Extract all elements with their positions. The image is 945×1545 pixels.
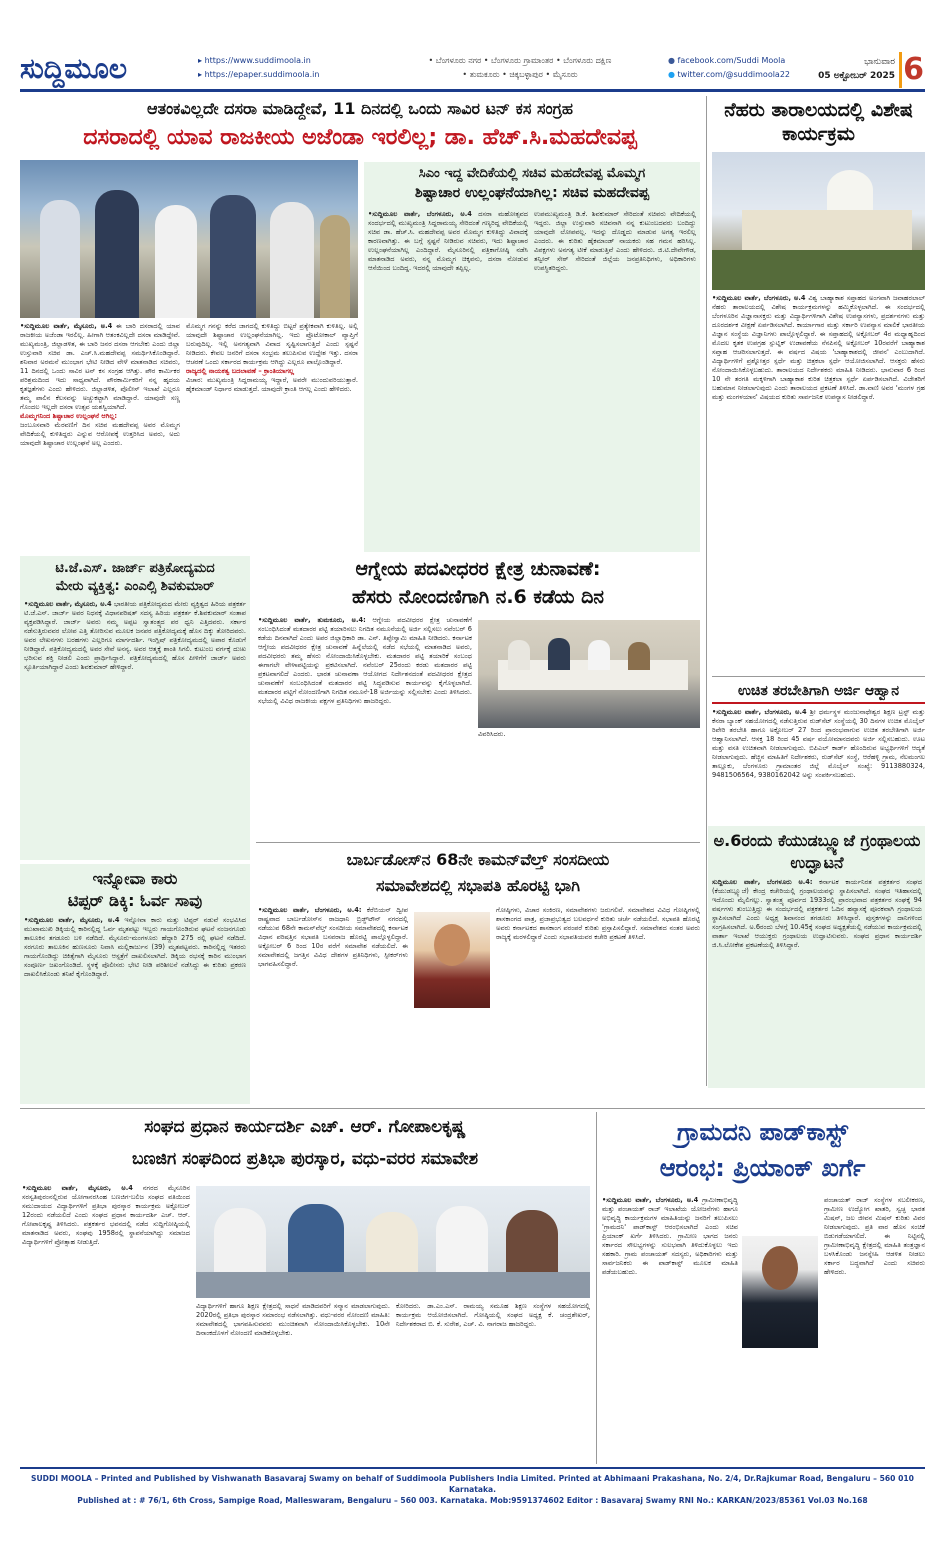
lead-headline: ದಸರಾದಲ್ಲಿ ಯಾವ ರಾಜಕೀಯ ಅಜೆಂಡಾ ಇರಲಿಲ್ಲ; ಡಾ. ಹೆಚ್.ಸಿ.ಮಹದೇವಪ್ಪ [20,122,700,154]
training-headline: ಉಚಿತ ತರಬೇತಿಗಾಗಿ ಅರ್ಜಿ ಆಹ್ವಾನ [712,680,925,704]
epaper-link[interactable]: ▸ https://epaper.suddimoola.in [198,70,320,79]
issue-date: ಭಾನುವಾರ 05 ಅಕ್ಟೋಬರ್ 2025 [818,57,895,81]
nehru-body: •ಸುದ್ದಿಮೂಲ ವಾರ್ತೆ, ಬೆಂಗಳೂರು, ಅ.4 ವಿಶ್ವ ಬಾಹ್ಯಾಕಾಶ ಸಪ್ತಾಹದ ಅಂಗವಾಗಿ ಜವಾಹರಲಾಲ್ ನೆಹರು ತಾರಾಲಯದಲ್ಲಿ ವಿಶೇಷ ಕಾರ್ಯಕ್ರಮಗಳನ್ನು ಹಮ್ಮಿಕೊಳ್ಳಲಾಗಿದೆ. ಈ ಸಂದರ್ಭದಲ್ಲಿ ಬೆಂಗಳೂರಿನ ವಿಜ್ಞಾನಾಸಕ್ತರು ಮತ್ತು ವಿದ್ಯಾರ್ಥಿಗಳಿಗಾಗಿ ವಿಶೇಷ ಉಪನ್ಯಾಸಗಳು, ಪ್ರದರ್ಶನಗಳು ಮತ್ತು ದೂರದರ್ಶಕ ವೀಕ್ಷಣೆ ಏರ್ಪಡಿಸಲಾಗಿದೆ. ಕಾರ್ಯಾಗಾರ ಮತ್ತು ಸರ್ಕಾರಿ ಉಪನ್ಯಾಸ ಮಾಲಿಕೆ ಭಾರತೀಯ ವಿಜ್ಞಾನ ಸಂಸ್ಥೆಯ ವಿಜ್ಞಾನಿಗಳು ಪಾಲ್ಗೊಳ್ಳಲಿದ್ದಾರೆ. ಈ ಸಪ್ತಾಹದಲ್ಲಿ ಅಕ್ಟೋಬರ್ 4ರ ಮಧ್ಯಾಹ್ನದಿಂದ ಮೊದಲ ಕೃತಕ ಉಪಗ್ರಹ ಸ್ಪುಟ್ನಿಕ್ ಉಡಾವಣೆಯ ನೆನಪಿನಲ್ಲಿ ಅಕ್ಟೋಬರ್ 10ರವರೆಗೆ ಬಾಹ್ಯಾಕಾಶ ಸಪ್ತಾಹ ಆಚರಿಸಲಾಗುತ್ತದೆ. ಈ ವರ್ಷದ ವಿಷಯ 'ಬಾಹ್ಯಾಕಾಶದಲ್ಲಿ ಜೀವನ' ಎಂಬುದಾಗಿದೆ. ವಿದ್ಯಾರ್ಥಿಗಳಿಗೆ ಪ್ರಶ್ನೋತ್ತರ ಸ್ಪರ್ಧೆ ಮತ್ತು ಚಿತ್ರಕಲಾ ಸ್ಪರ್ಧೆ ಆಯೋಜಿಸಲಾಗಿದೆ. ಆಸಕ್ತರು ಹೆಸರು ನೋಂದಾಯಿಸಿಕೊಳ್ಳಬಹುದು. ತಾರಾಲಯದ ನಿರ್ದೇಶಕರು ಮಾಹಿತಿ ನೀಡಿದರು. ಭಾನುವಾರ 6 ರಿಂದ 10 ನೇ ತರಗತಿ ಮಕ್ಕಳಿಗಾಗಿ ಬಾಹ್ಯಾಕಾಶ ಕುರಿತ ಚಿತ್ರಕಲಾ ಸ್ಪರ್ಧೆ ಏರ್ಪಡಿಸಲಾಗಿದೆ. ವಿಜೇತರಿಗೆ ಬಹುಮಾನ ನೀಡಲಾಗುವುದು ಎಂದು ತಾರಾಲಯದ ಪ್ರಕಟಣೆ ತಿಳಿಸಿದೆ. ಡಾ.ವಾಣಿ ಅವರ 'ಮಂಗಳ ಗ್ರಹ ಮತ್ತು ಮಂಗಳಯಾನ' ವಿಷಯದ ಕುರಿತು ಸಾರ್ವಜನಿಕ ಉಪನ್ಯಾಸ ನೀಡಲಿದ್ದಾರೆ. [712,294,925,401]
twitter-link[interactable]: ● twitter.com/@suddimoola22 [668,70,791,79]
column-rule [706,96,707,1086]
planetarium-photo [712,152,925,290]
george-body: •ಸುದ್ದಿಮೂಲ ವಾರ್ತೆ, ಮೈಸೂರು, ಅ.4 ಭಾರತೀಯ ಪತ್ರಿಕೋದ್ಯಮದ ಮೇರು ವ್ಯಕ್ತಿತ್ವದ ಹಿರಿಯ ಪತ್ರಕರ್ತ ಟಿ.ಜೆ.ಎಸ್. ಜಾರ್ಜ್ ಅವರ ನಿಧನಕ್ಕೆ ವಿಧಾನಪರಿಷತ್ ಸದಸ್ಯ ಹಿರಿಯ ಪತ್ರಕರ್ತ ಕೆ.ಶಿವಕುಮಾರ್ ಸಂತಾಪ ವ್ಯಕ್ತಪಡಿಸಿದ್ದಾರೆ. ಜಾರ್ಜ್ ಅವರು ನಮ್ಮ ಅಪ್ಪಟ ಸ್ವಾತಂತ್ರ್ಯದ ಪರ ಧ್ವನಿ ಎತ್ತಿದವರು. ಸರ್ಕಾರ ನಡೆಸುತ್ತಿರುವವರ ಲೋಪ ಎತ್ತಿ ತೋರಿಸುವ ಮೂಲಕ ಜನಪರ ಪತ್ರಿಕೋದ್ಯಮಕ್ಕೆ ಹೊಸ ದಿಕ್ಕು ತೋರಿದವರು. ಅವರ ಲೇಖನಗಳು ಬರಹಗಳು ಎಲ್ಲರಿಗೂ ಮಾರ್ಗದರ್ಶಿ. ಇಂಗ್ಲಿಷ್ ಪತ್ರಿಕೋದ್ಯಮದಲ್ಲಿ ಅಪಾರ ಕೊಡುಗೆ ನೀಡಿದ್ದಾರೆ. ಪತ್ರಿಕೋದ್ಯಮದಲ್ಲಿ ಅವರ ಸೇವೆ ಅನನ್ಯ. ಅವರ ಆತ್ಮಕ್ಕೆ ಶಾಂತಿ ಸಿಗಲಿ. ಕುಟುಂಬ ವರ್ಗಕ್ಕೆ ದುಃಖ ಭರಿಸುವ ಶಕ್ತಿ ನೀಡಲಿ ಎಂದು ಪ್ರಾರ್ಥಿಸಿದ್ದಾರೆ. ಪತ್ರಿಕೋದ್ಯಮದಲ್ಲಿ ಹೊಸ ಪೀಳಿಗೆಗೆ ಜಾರ್ಜ್ ಅವರು ಸ್ಫೂರ್ತಿಯಾಗಿದ್ದಾರೆ ಎಂದು ಶಿವಕುಮಾರ್ ಹೇಳಿದ್ದಾರೆ. [24,600,246,671]
gopala-headline-1: ಸಂಘದ ಪ್ರಧಾನ ಕಾರ್ಯದರ್ಶಿ ಎಚ್. ಆರ್. ಗೋಪಾಲಕೃಷ್ಣ [144,1117,466,1137]
imprint-footer: SUDDI MOOLA – Printed and Published by Vishwanath Basavaraj Swamy on behalf of Suddimoola Publishers India Limited. Printed at Abhimaani Prakashana, No. 2/4, Dr.Rajkumar Road, Bengaluru – 560 010 Karnataka. Published at : # 76/1, 6th Cross, Sampige Road, Malleswaram, Bengaluru – 560 003. Karnataka. Mob:9591374602 Editor : Basavaraj Swamy RNI No.: KARKAN/2023/85361 Vol.03 No.168 [20,1467,925,1506]
divider [20,1108,925,1109]
masthead [20,52,925,92]
divider [256,842,700,843]
gopala-body-col2: ವಿದ್ಯಾರ್ಥಿಗಳಿಗೆ ಹಾಗೂ ಶಿಕ್ಷಣ ಕ್ಷೇತ್ರದಲ್ಲಿ ಸಾಧನೆ ಮಾಡಿದವರಿಗೆ ಸನ್ಮಾನ ಮಾಡಲಾಗುವುದು. 2020ರಲ್ಲಿ ಪ್ರತಿಭಾ ಪುರಸ್ಕಾರ ಸಮಾರಂಭ ನಡೆಸಲಾಗಿತ್ತು. ವಧು-ವರರ ನೋಂದಣಿ ಮಾಹಿತಿ: ಸಮಾವೇಶದಲ್ಲಿ ಭಾಗವಹಿಸುವವರು ಮುಂಚಿತವಾಗಿ ನೋಂದಾಯಿಸಿಕೊಳ್ಳಬೇಕು. 10ನೇ ದಿನಾಂಕದೊಳಗೆ ನೋಂದಣಿ ಮಾಡಿಕೊಳ್ಳಬೇಕು. [196,1302,390,1337]
lead-photo [20,160,358,318]
george-kicker: ಟಿ.ಜೆ.ಎಸ್. ಜಾರ್ಜ್ ಪತ್ರಿಕೋದ್ಯಮದ [55,561,215,576]
election-headline-2: ಹೆಸರು ನೋಂದಣಿಗಾಗಿ ನ.6 ಕಡೆಯ ದಿನ [351,586,604,608]
podcast-body-col2: ಪಂಚಾಯತ್ ರಾಜ್ ಸಂಸ್ಥೆಗಳ ಸಬಲೀಕರಣ, ಗ್ರಾಮೀಣ ಉದ್ಯೋಗ ಖಾತರಿ, ಸ್ವಚ್ಛ ಭಾರತ ಮಿಷನ್, ಜಲ ಜೀವನ ಮಿಷನ್ ಕುರಿತು ವಿವರ ನೀಡಲಾಗುವುದು. ಪ್ರತಿ ವಾರ ಹೊಸ ಸಂಚಿಕೆ ಬಿಡುಗಡೆಯಾಗಲಿದೆ. ಈ ನಿಟ್ಟಿನಲ್ಲಿ ಗ್ರಾಮೀಣಾಭಿವೃದ್ಧಿ ಕ್ಷೇತ್ರದಲ್ಲಿ ಮಾಹಿತಿ ತಂತ್ರಜ್ಞಾನ ಬಳಸಿಕೊಂಡು ಜನಸ್ನೇಹಿ ಆಡಳಿತ ನೀಡಲು ಸರ್ಕಾರ ಬದ್ಧವಾಗಿದೆ ಎಂದು ಸಚಿವರು ಹೇಳಿದರು. [824,1196,925,1276]
website-link[interactable]: ▸ https://www.suddimoola.in [198,56,311,65]
podcast-headline-2: ಆರಂಭ: ಪ್ರಿಯಾಂಕ್ ಖರ್ಗೆ [659,1154,866,1182]
lead-kicker: ಆತಂಕವಿಲ್ಲದೇ ದಸರಾ ಮಾಡಿದ್ದೇವೆ, 11 ದಿನದಲ್ಲಿ ಒಂದು ಸಾವಿರ ಟನ್ ಕಸ ಸಂಗ್ರಹ [147,99,573,118]
election-headline-1: ಆಗ್ನೇಯ ಪದವೀಧರರ ಕ್ಷೇತ್ರ ಚುನಾವಣೆ: [355,558,601,580]
sidebar-kicker: ಸಿಎಂ ಇದ್ದ ವೇದಿಕೆಯಲ್ಲಿ ಸಚಿವ ಮಹದೇವಪ್ಪ ಮೊಮ್ಮಗ [418,166,646,181]
barbados-body-col2: ಗೋಷ್ಠಿಗಳು, ವಿಚಾರ ಸಂಕಿರಣ, ಸಮಾವೇಶಗಳು ಜರುಗಲಿವೆ. ಸಮಾವೇಶದ ವಿವಿಧ ಗೋಷ್ಠಿಗಳಲ್ಲಿ ಶಾಸಕಾಂಗದ ಪಾತ್ರ, ಪ್ರಜಾಪ್ರಭುತ್ವದ ಬಲವರ್ಧನೆ ಕುರಿತು ಚರ್ಚೆ ನಡೆಯಲಿದೆ. ಸಭಾಪತಿ ಹೊರಟ್ಟಿ ಅವರು ಕರ್ನಾಟಕದ ಶಾಸಕಾಂಗ ಪರಂಪರೆ ಕುರಿತು ಪ್ರಸ್ತಾಪಿಸಲಿದ್ದಾರೆ. ಸಮಾವೇಶದ ನಂತರ ಅವರು ರಾಜ್ಯಕ್ಕೆ ಮರಳಲಿದ್ದಾರೆ ಎಂದು ಸಭಾಪತಿಯವರ ಕಚೇರಿ ಪ್ರಕಟಣೆ ತಿಳಿಸಿದೆ. [496,906,700,941]
twitter-icon: ● [668,70,675,79]
podcast-headline-1: ಗ್ರಾಮದನಿ ಪಾಡ್‌ಕಾಸ್ಟ್ [677,1118,848,1146]
george-headline: ಮೇರು ವ್ಯಕ್ತಿತ್ವ: ಎಂಎಲ್ಸಿ ಶಿವಕುಮಾರ್ [55,579,215,594]
gopala-headline-2: ಬಣಜಿಗ ಸಂಘದಿಂದ ಪ್ರತಿಭಾ ಪುರಸ್ಕಾರ, ವಧು-ವರರ ಸಮಾವೇಶ [131,1149,479,1169]
innova-body: •ಸುದ್ದಿಮೂಲ ವಾರ್ತೆ, ಮೈಸೂರು, ಅ.4 ಇನ್ನೋವಾ ಕಾರು ಮತ್ತು ಟಿಪ್ಪರ್ ನಡುವೆ ಸಂಭವಿಸಿದ ಮುಖಾಮುಖಿ ಡಿಕ್ಕಿಯಲ್ಲಿ ಕಾರಿನಲ್ಲಿದ್ದ ಓರ್ವ ಮೃತಪಟ್ಟು ಇಬ್ಬರು ಗಾಯಗೊಂಡಿರುವ ಘಟನೆ ನಂಜನಗೂಡು ತಾಲೂಕಿನ ತಗಡೂರು ಬಳಿ ನಡೆದಿದೆ. ಮೈಸೂರು-ಮಂಗಳೂರು ಹೆದ್ದಾರಿ 275 ರಲ್ಲಿ ಘಟನೆ ನಡೆದಿದೆ. ಸರಗೂರು ತಾಲೂಕಿನ ಹುಣಸೂರು ನಿವಾಸಿ ಮಲ್ಲಿಕಾರ್ಜುನ (39) ಮೃತಪಟ್ಟವರು. ಕಾರಿನಲ್ಲಿದ್ದ ಇತರರು ಗಾಯಗೊಂಡಿದ್ದು ಚಿಕಿತ್ಸೆಗಾಗಿ ಮೈಸೂರು ಆಸ್ಪತ್ರೆಗೆ ದಾಖಲಿಸಲಾಗಿದೆ. ಡಿಕ್ಕಿಯ ರಭಸಕ್ಕೆ ಕಾರಿನ ಮುಂಭಾಗ ಸಂಪೂರ್ಣ ಜಖಂಗೊಂಡಿದೆ. ಸ್ಥಳಕ್ಕೆ ಪೊಲೀಸರು ಭೇಟಿ ನೀಡಿ ಪರಿಶೀಲನೆ ನಡೆಸಿದ್ದು ಈ ಕುರಿತು ಪ್ರಕರಣ ದಾಖಲಿಸಿಕೊಂಡು ತನಿಖೆ ಕೈಗೊಂಡಿದ್ದಾರೆ. [24,916,246,978]
newspaper-logo: ಸುದ್ದಿಮೂಲ [20,52,128,85]
social-links [668,54,818,82]
innova-headline-2: ಟಿಪ್ಪರ್ ಡಿಕ್ಕಿ: ಓರ್ವ ಸಾವು [67,891,203,910]
gopala-photo [196,1186,590,1298]
podcast-body-col1: •ಸುದ್ದಿಮೂಲ ವಾರ್ತೆ, ಬೆಂಗಳೂರು, ಅ.4 ಗ್ರಾಮೀಣಾಭಿವೃದ್ಧಿ ಮತ್ತು ಪಂಚಾಯತ್ ರಾಜ್ ಇಲಾಖೆಯ ಯೋಜನೆಗಳು ಹಾಗೂ ಅಭಿವೃದ್ಧಿ ಕಾರ್ಯಕ್ರಮಗಳ ಮಾಹಿತಿಯನ್ನು ಜನರಿಗೆ ತಲುಪಿಸಲು 'ಗ್ರಾಮದನಿ' ಪಾಡ್‌ಕಾಸ್ಟ್ ಆರಂಭಿಸಲಾಗಿದೆ ಎಂದು ಸಚಿವ ಪ್ರಿಯಾಂಕ್ ಖರ್ಗೆ ತಿಳಿಸಿದರು. ಗ್ರಾಮೀಣ ಭಾಗದ ಜನರು ಸರ್ಕಾರದ ಸೌಲಭ್ಯಗಳನ್ನು ಸುಲಭವಾಗಿ ತಿಳಿದುಕೊಳ್ಳಲು ಇದು ಸಹಕಾರಿ. ಗ್ರಾಮ ಪಂಚಾಯತ್ ಸದಸ್ಯರು, ಅಧಿಕಾರಿಗಳು ಮತ್ತು ಸಾರ್ವಜನಿಕರು ಈ ಪಾಡ್‌ಕಾಸ್ಟ್ ಮೂಲಕ ಮಾಹಿತಿ ಪಡೆಯಬಹುದು. [602,1196,738,1276]
election-photo [478,620,700,728]
barbados-headline-1: ಬಾರ್ಬಡೋಸ್‌ನ 68ನೇ ಕಾಮನ್‌ವೆಲ್ತ್ ಸಂಸದೀಯ [346,850,610,869]
kharge-photo [742,1236,818,1348]
sidebar-body-col1: •ಸುದ್ದಿಮೂಲ ವಾರ್ತೆ, ಬೆಂಗಳೂರು, ಅ.4 ದಸರಾ ಮಹೋತ್ಸವದ ಸಂದರ್ಭದಲ್ಲಿ ಮುಖ್ಯಮಂತ್ರಿ ಸಿದ್ದರಾಮಯ್ಯ ಸೇರಿದಂತೆ ಗಣ್ಯರಿದ್ದ ವೇದಿಕೆಯಲ್ಲಿ ಸಚಿವ ಡಾ. ಹೆಚ್.ಸಿ. ಮಹದೇವಪ್ಪ ಅವರ ಮೊಮ್ಮಗ ಕುಳಿತಿದ್ದು ವಿವಾದಕ್ಕೆ ಕಾರಣವಾಗಿತ್ತು. ಈ ಬಗ್ಗೆ ಸ್ಪಷ್ಟನೆ ನೀಡಿರುವ ಸಚಿವರು, ಇದು ಶಿಷ್ಟಾಚಾರ ಉಲ್ಲಂಘನೆಯಾಗಿಲ್ಲ ಎಂದಿದ್ದಾರೆ. ಮೈಸೂರಿನಲ್ಲಿ ಪತ್ರಿಕಾಗೋಷ್ಠಿ ನಡೆಸಿ ಮಾತನಾಡಿದ ಅವರು, ನನ್ನ ಮೊಮ್ಮಗ ಚಿಕ್ಕವನು, ದಸರಾ ನೋಡುವ ಆಸೆಯಿಂದ ಬಂದಿದ್ದ. ಇದರಲ್ಲಿ ಯಾವುದೇ ತಪ್ಪಿಲ್ಲ. [368,210,528,272]
nehru-headline: ನೆಹರು ತಾರಾಲಯದಲ್ಲಿ ವಿಶೇಷ ಕಾರ್ಯಕ್ರಮ [724,99,913,145]
barbados-body-col1: •ಸುದ್ದಿಮೂಲ ವಾರ್ತೆ, ಬೆಂಗಳೂರು, ಅ.4: ಕೆರೆಬಿಯನ್ ದ್ವೀಪ ರಾಷ್ಟ್ರವಾದ ಬಾರ್ಬಡೋಸ್‌ನ ರಾಜಧಾನಿ ಬ್ರಿಡ್ಜ್‌ಟೌನ್ ನಗರದಲ್ಲಿ ನಡೆಯುವ 68ನೇ ಕಾಮನ್‌ವೆಲ್ತ್ ಸಂಸದೀಯ ಸಮಾವೇಶದಲ್ಲಿ ಕರ್ನಾಟಕ ವಿಧಾನ ಪರಿಷತ್ತಿನ ಸಭಾಪತಿ ಬಸವರಾಜ ಹೊರಟ್ಟಿ ಪಾಲ್ಗೊಳ್ಳಲಿದ್ದಾರೆ. ಅಕ್ಟೋಬರ್ 6 ರಿಂದ 10ರ ವರೆಗೆ ಸಮಾವೇಶ ನಡೆಯಲಿದೆ. ಈ ಸಮಾವೇಶದಲ್ಲಿ ಜಗತ್ತಿನ ವಿವಿಧ ದೇಶಗಳ ಪ್ರತಿನಿಧಿಗಳು, ಸ್ಪೀಕರ್‌ಗಳು ಭಾಗವಹಿಸಲಿದ್ದಾರೆ. [258,906,408,968]
sidebar-body-col2: ಉಪಮುಖ್ಯಮಂತ್ರಿ ಡಿ.ಕೆ. ಶಿವಕುಮಾರ್ ಸೇರಿದಂತೆ ಸಚಿವರು ವೇದಿಕೆಯಲ್ಲಿ ಇದ್ದರು. ಜಿಲ್ಲಾ ಉಸ್ತುವಾರಿ ಸಚಿವನಾಗಿ ನನ್ನ ಕುಟುಂಬದವರು ಬಂದಿದ್ದು ಯಾವುದೇ ಲೋಪವಲ್ಲ. ಇದನ್ನು ದೊಡ್ಡದು ಮಾಡುವ ಅಗತ್ಯ ಇರಲಿಲ್ಲ ಎಂದರು. ಈ ಕುರಿತು ಹೈಕಮಾಂಡ್ ನಾಯಕರು ಸಹ ಗಮನ ಹರಿಸಿಲ್ಲ. ವಿಪಕ್ಷಗಳು ಅನಗತ್ಯ ಟೀಕೆ ಮಾಡುತ್ತಿವೆ ಎಂದು ಹೇಳಿದರು. ಜಿ.ಟಿ.ದೇವೇಗೌಡ, ತನ್ವೀರ್ ಸೇಠ್ ಸೇರಿದಂತೆ ಜಿಲ್ಲೆಯ ಜನಪ್ರತಿನಿಧಿಗಳು, ಅಧಿಕಾರಿಗಳು ಉಪಸ್ಥಿತರಿದ್ದರು. [534,210,696,272]
divider [712,676,925,677]
gopala-body-col3: ಕೋರಿದರು. ಡಾ.ಎಂ.ಎಸ್. ರಾಮಯ್ಯ ಸಮೂಹ ಶಿಕ್ಷಣ ಸಂಸ್ಥೆಗಳ ಸಹಯೋಗದಲ್ಲಿ ಕಾರ್ಯಕ್ರಮ ಆಯೋಜಿಸಲಾಗಿದೆ. ಗೋಷ್ಠಿಯಲ್ಲಿ ಸಂಘದ ಅಧ್ಯಕ್ಷ ಕೆ. ಚಂದ್ರಶೇಖರ್, ನಿರ್ದೇಶಕರಾದ ಬಿ. ಕೆ. ಸುರೇಶ, ಎಚ್. ವಿ. ನಾಗರಾಜ ಹಾಜರಿದ್ದರು. [396,1302,590,1328]
web-links [198,54,368,82]
library-headline: ಅ.6ರಂದು ಕೆಯುಡಬ್ಲ್ಯೂಜೆ ಗ್ರಂಥಾಲಯ ಉದ್ಘಾಟನೆ [713,831,921,872]
library-body: ಸುದ್ದಿಮೂಲ ವಾರ್ತೆ, ಬೆಂಗಳೂರು ಅ.4: ಕರ್ನಾಟಕ ಕಾರ್ಯನಿರತ ಪತ್ರಕರ್ತರ ಸಂಘದ (ಕೆಯುಡಬ್ಲ್ಯೂಜೆ) ಕೇಂದ್ರ ಕಚೇರಿಯಲ್ಲಿ ಗ್ರಂಥಾಲಯವನ್ನು ಸ್ಥಾಪಿಸಲಾಗಿದೆ. ಸಂಘದ ಇತಿಹಾಸದಲ್ಲಿ ಇದೊಂದು ಮೈಲಿಗಲ್ಲು. ಸ್ವಾತಂತ್ರ್ಯ ಪೂರ್ವದ 1933ರಲ್ಲಿ ಪ್ರಾರಂಭವಾದ ಪತ್ರಕರ್ತರ ಸಂಘಕ್ಕೆ 94 ವರ್ಷಗಳು ತುಂಬುತ್ತಿದ್ದು ಈ ಸಂದರ್ಭದಲ್ಲಿ ಪತ್ರಕರ್ತರ ಓದಿನ ಹವ್ಯಾಸಕ್ಕೆ ಪೂರಕವಾಗಿ ಗ್ರಂಥಾಲಯ ಸ್ಥಾಪಿಸಲಾಗಿದೆ ಎಂದು ಅಧ್ಯಕ್ಷ ಶಿವಾನಂದ ತಗಡೂರು ತಿಳಿಸಿದ್ದಾರೆ. ಪುಸ್ತಕಗಳನ್ನು ದಾನಿಗಳಿಂದ ಸಂಗ್ರಹಿಸಲಾಗಿದೆ. ಅ.6ರಂದು ಬೆಳಗ್ಗೆ 10.45ಕ್ಕೆ ಸಂಘದ ಅಧ್ಯಕ್ಷತೆಯಲ್ಲಿ ನಡೆಯುವ ಕಾರ್ಯಕ್ರಮದಲ್ಲಿ ವಾರ್ತಾ ಇಲಾಖೆ ಆಯುಕ್ತರು ಗ್ರಂಥಾಲಯ ಉದ್ಘಾಟಿಸುವರು. ಸಂಘದ ಪ್ರಧಾನ ಕಾರ್ಯದರ್ಶಿ ಜಿ.ಸಿ.ಲೋಕೇಶ ಪ್ರಕಟಣೆಯಲ್ಲಿ ತಿಳಿಸಿದ್ದಾರೆ. [712,878,922,949]
facebook-icon: ● [668,56,675,65]
column-rule [596,1112,597,1464]
facebook-link[interactable]: ● facebook.com/Suddi Moola [668,56,786,65]
edition-cities: • ಬೆಂಗಳೂರು ನಗರ • ಬೆಂಗಳೂರು ಗ್ರಾಮಾಂತರ • ಬೆಂಗಳೂರು ದಕ್ಷಿಣ • ತುಮಕೂರು • ಚಿಕ್ಕಬಳ್ಳಾಪುರ • ಮೈಸೂರು [428,56,612,79]
election-body-col1: •ಸುದ್ದಿಮೂಲ ವಾರ್ತೆ, ತುಮಕೂರು, ಅ.4: ಆಗ್ನೇಯ ಪದವೀಧರರ ಕ್ಷೇತ್ರ ಚುನಾವಣೆಗೆ ಸಂಬಂಧಿಸಿದಂತೆ ಮತದಾರರ ಪಟ್ಟಿ ತಯಾರಿಸಲು ನಿಗದಿತ ನಮೂನೆಯಲ್ಲಿ ಅರ್ಜಿ ಸಲ್ಲಿಸಲು ನವೆಂಬರ್ 6 ಕಡೆಯ ದಿನವಾಗಿದೆ ಎಂದು ಅಪರ ಜಿಲ್ಲಾಧಿಕಾರಿ ಡಾ. ಎನ್. ತಿಪ್ಪೇಸ್ವಾಮಿ ಮಾಹಿತಿ ನೀಡಿದರು. ಕರ್ನಾಟಕ ಆಗ್ನೇಯ ಪದವೀಧರರ ಕ್ಷೇತ್ರ ಚುನಾವಣೆ ಹಿನ್ನೆಲೆಯಲ್ಲಿ ನಡೆದ ಸಭೆಯಲ್ಲಿ ಮಾತನಾಡಿದ ಅವರು, ಪದವೀಧರರು ತಮ್ಮ ಹೆಸರು ನೋಂದಾಯಿಸಿಕೊಳ್ಳಬೇಕು. ಮತದಾರರ ಪಟ್ಟಿ ತಯಾರಿಕೆ ಸಂಬಂಧ ಈಗಾಗಲೇ ವೇಳಾಪಟ್ಟಿಯನ್ನು ಪ್ರಕಟಿಸಲಾಗಿದೆ. ನವೆಂಬರ್ 25ರಂದು ಕರಡು ಮತದಾರರ ಪಟ್ಟಿ ಪ್ರಕಟವಾಗಲಿದೆ ಎಂದರು. ಭಾರತ ಚುನಾವಣಾ ಆಯೋಗದ ನಿರ್ದೇಶನದಂತೆ ಪದವೀಧರರ ಕ್ಷೇತ್ರದ ಚುನಾವಣೆಗೆ ಸಂಬಂಧಿಸಿದಂತೆ ಮತದಾರರ ಪಟ್ಟಿ ಸಿದ್ಧಪಡಿಸುವ ಕಾರ್ಯವನ್ನು ಕೈಗೊಳ್ಳಲಾಗಿದೆ. ಮತದಾರರ ಪಟ್ಟಿಗೆ ನೋಂದಣಿಗಾಗಿ ನಿಗದಿತ ನಮೂನೆ-18 ಅರ್ಜಿಯನ್ನು ಸಲ್ಲಿಸಬೇಕು ಎಂದು ತಿಳಿಸಿದರು. ಸಭೆಯಲ್ಲಿ ವಿವಿಧ ರಾಜಕೀಯ ಪಕ್ಷಗಳ ಪ್ರತಿನಿಧಿಗಳು ಹಾಜರಿದ್ದರು. [258,616,472,705]
election-caption: ವಿವರಿಸಿದರು. [478,730,506,738]
innova-headline-1: ಇನ್ನೋವಾ ಕಾರು [92,869,178,888]
lead-body-col2: ಮೊಮ್ಮಗ ಗನನ್ನು ಕರೆದ ಜಾಗದಲ್ಲಿ ಕುಳಿತಿದ್ದು ಬಿಟ್ಟರೆ ಪ್ರತ್ಯೇಕವಾಗಿ ಕುಳಿತಿಲ್ಲ. ಅಲ್ಲಿ ಯಾವುದೇ ಶಿಷ್ಟಾಚಾರ ಉಲ್ಲಂಘನೆಯಾಗಿಲ್ಲ. ಇದು ಪ್ರೊಟೋಕಾಲ್ ವ್ಯಾಪ್ತಿಗೆ ಬರುವುದಿಲ್ಲ. ಇಲ್ಲಿ ಅನಗತ್ಯವಾಗಿ ವಿವಾದ ಸೃಷ್ಟಿಸಲಾಗುತ್ತಿದೆ ಎಂದು ಸ್ಪಷ್ಟನೆ ನೀಡಿದರು. ಕೇವಲ ಜನರಿಗೆ ದಸರಾ ಸಂಭ್ರಮ ತಲುಪಿಸುವ ಉದ್ದೇಶ ಇತ್ತು. ದಸರಾ ಆಚರಣೆ ಒಂದು ಸರ್ಕಾರದ ಕಾರ್ಯಕ್ರಮ ಆಗಿದ್ದು ಎಲ್ಲರೂ ಪಾಲ್ಗೊಂಡಿದ್ದಾರೆ. ರಾಜ್ಯದಲ್ಲಿ ನಾಯಕತ್ವ ಬದಲಾವಣೆ – ಕ್ರಾಂತಿಯಾಗಲ್ಲ ವಿಚಾರ: ಮುಖ್ಯಮಂತ್ರಿ ಸಿದ್ದರಾಮಯ್ಯ ಇದ್ದಾರೆ, ಅವರೇ ಮುಂದುವರಿಯುತ್ತಾರೆ. ಹೈಕಮಾಂಡ್ ನಿರ್ಧಾರ ಮಾಡುತ್ತದೆ. ಯಾವುದೇ ಕ್ರಾಂತಿ ಆಗಲ್ಲ ಎಂದು ಹೇಳಿದರು. [186,322,358,393]
training-body: •ಸುದ್ದಿಮೂಲ ವಾರ್ತೆ, ಬೆಂಗಳೂರು, ಅ.4 ಶ್ರೀ ಧರ್ಮಸ್ಥಳ ಮಂಜುನಾಥೇಶ್ವರ ಶಿಕ್ಷಣ ಟ್ರಸ್ಟ್ ಮತ್ತು ಕೆನರಾ ಬ್ಯಾಂಕ್ ಸಹಯೋಗದಲ್ಲಿ ನಡೆಸುತ್ತಿರುವ ರುಡ್‌ಸೆಟ್ ಸಂಸ್ಥೆಯಲ್ಲಿ 30 ದಿನಗಳ ಉಚಿತ ಮೊಬೈಲ್ ರಿಪೇರಿ ತರಬೇತಿ ಹಾಗೂ ಅಕ್ಟೋಬರ್ 27 ರಿಂದ ಪ್ರಾರಂಭವಾಗುವ ಉಚಿತ ತರಬೇತಿಗಾಗಿ ಅರ್ಜಿ ಆಹ್ವಾನಿಸಲಾಗಿದೆ. ಆಸಕ್ತ 18 ರಿಂದ 45 ವರ್ಷ ವಯೋಮಾನದವರು ಅರ್ಜಿ ಸಲ್ಲಿಸಬಹುದು. ಊಟ ಮತ್ತು ವಸತಿ ಉಚಿತವಾಗಿ ನೀಡಲಾಗುವುದು. ಬಿಪಿಎಲ್ ಕಾರ್ಡ್ ಹೊಂದಿರುವ ಅಭ್ಯರ್ಥಿಗಳಿಗೆ ಆದ್ಯತೆ ನೀಡಲಾಗುವುದು. ಹೆಚ್ಚಿನ ಮಾಹಿತಿಗೆ ನಿರ್ದೇಶಕರು, ರುಡ್‌ಸೆಟ್ ಸಂಸ್ಥೆ, ಆರೆಹಳ್ಳಿ ಗ್ರಾಮ, ನೆಲಮಂಗಲ ತಾಲ್ಲೂಕು, ಬೆಂಗಳೂರು ಗ್ರಾಮಾಂತರ ಜಿಲ್ಲೆ ಮೊಬೈಲ್ ಸಂಖ್ಯೆ: 9113880324, 9481506564, 9380162042 ಅನ್ನು ಸಂಪರ್ಕಿಸಬಹುದು. [712,708,925,779]
page-number: 6 [899,52,925,88]
horatti-photo [414,912,490,1008]
gopala-body-col1: •ಸುದ್ದಿಮೂಲ ವಾರ್ತೆ, ಮೈಸೂರು, ಅ.4 ನಗರದ ಮೈಸೂರಿನ ಸರಸ್ವತಿಪುರಂನಲ್ಲಿರುವ ಯೋಗಾನರಸಿಂಹ ಬಣಜಿಗ-ಬಲಿಜ ಸಂಘದ ವತಿಯಿಂದ ಸಮುದಾಯದ ವಿದ್ಯಾರ್ಥಿಗಳಿಗೆ ಪ್ರತಿಭಾ ಪುರಸ್ಕಾರ ಕಾರ್ಯಕ್ರಮ ಅಕ್ಟೋಬರ್ 12ರಂದು ನಡೆಯಲಿದೆ ಎಂದು ಸಂಘದ ಪ್ರಧಾನ ಕಾರ್ಯದರ್ಶಿ ಎಚ್. ಆರ್. ಗೋಪಾಲಕೃಷ್ಣ ತಿಳಿಸಿದರು. ಪತ್ರಕರ್ತರ ಭವನದಲ್ಲಿ ನಡೆದ ಸುದ್ದಿಗೋಷ್ಠಿಯಲ್ಲಿ ಮಾತನಾಡಿದ ಅವರು, ಸಂಘವು 1958ರಲ್ಲಿ ಸ್ಥಾಪನೆಯಾಗಿದ್ದು ಸಮಾಜದ ವಿದ್ಯಾರ್ಥಿಗಳಿಗೆ ಪ್ರೋತ್ಸಾಹ ನೀಡುತ್ತಿದೆ. [22,1184,190,1246]
barbados-headline-2: ಸಮಾವೇಶದಲ್ಲಿ ಸಭಾಪತಿ ಹೊರಟ್ಟಿ ಭಾಗಿ [376,876,580,895]
sidebar-headline: ಶಿಷ್ಟಾಚಾರ ಉಲ್ಲಂಘನೆಯಾಗಿಲ್ಲ: ಸಚಿವ ಮಹದೇವಪ್ಪ [415,185,649,201]
lead-body-col1: •ಸುದ್ದಿಮೂಲ ವಾರ್ತೆ, ಮೈಸೂರು, ಅ.4 ಈ ಬಾರಿ ದಸರಾದಲ್ಲಿ ಯಾವ ರಾಜಕೀಯ ಅಜೆಂಡಾ ಇರಲಿಲ್ಲ. ಹೀಗಾಗಿ ಆತಂಕವಿಲ್ಲದೇ ದಸರಾ ಮಾಡಿದ್ದೇವೆ. ಮುಖ್ಯಮಂತ್ರಿ, ಜಿಲ್ಲಾಡಳಿತ, ಈ ಬಾರಿ ಜನರ ದಸರಾ ಆಗಬೇಕು ಎಂದು ಜಿಲ್ಲಾ ಉಸ್ತುವಾರಿ ಸಚಿವ ಡಾ. ಎಚ್.ಸಿ.ಮಹದೇವಪ್ಪ ಸಮರ್ಥಿಸಿಕೊಂಡಿದ್ದಾರೆ. ಶನಿವಾರ ಅರಮನೆ ಮುಂಭಾಗ ಭೇಟಿ ನೀಡಿದ ವೇಳೆ ಮಾತನಾಡಿದ ಸಚಿವರು, 11 ದಿನದಲ್ಲಿ ಒಂದು ಸಾವಿರ ಟನ್ ಕಸ ಸಂಗ್ರಹ ಆಗಿತ್ತು. ಪೌರ ಕಾರ್ಮಿಕರ ಪರಿಶ್ರಮದಿಂದ ಇದು ಸಾಧ್ಯವಾಗಿದೆ. ಪೌರಕಾರ್ಮಿಕರಿಗೆ ನನ್ನ ಹೃದಯ ಕೃತಜ್ಞತೆಗಳು ಎಂದು ಹೇಳಿದರು. ಜಿಲ್ಲಾಡಳಿತ, ಪೊಲೀಸ್ ಇಲಾಖೆ ಎಲ್ಲರೂ ತಮ್ಮ ಪಾಲಿನ ಕೆಲಸವನ್ನು ಅಚ್ಚುಕಟ್ಟಾಗಿ ಮಾಡಿದ್ದಾರೆ. ಯಾವುದೇ ಸಣ್ಣ ಗೊಂದಲ ಇಲ್ಲದೇ ದಸರಾ ಉತ್ಸವ ಯಶಸ್ವಿಯಾಗಿದೆ. ಮೊಮ್ಮಗನಿಂದ ಶಿಷ್ಟಾಚಾರ ಉಲ್ಲಂಘನೆ ಆಗಿಲ್ಲ: ಜಂಬೂಸವಾರಿ ಮೆರವಣಿಗೆ ದಿನ ಸಚಿವ ಮಹದೇವಪ್ಪ ಅವರ ಮೊಮ್ಮಗ ವೇದಿಕೆಯಲ್ಲಿ ಕುಳಿತಿದ್ದರು ಎನ್ನುವ ಆರೋಪಕ್ಕೆ ಉತ್ತರಿಸಿದ ಅವರು, ಅದು ಯಾವುದೇ ಶಿಷ್ಟಾಚಾರ ಉಲ್ಲಂಘನೆ ಅಲ್ಲ ಎಂದರು. [20,322,180,447]
